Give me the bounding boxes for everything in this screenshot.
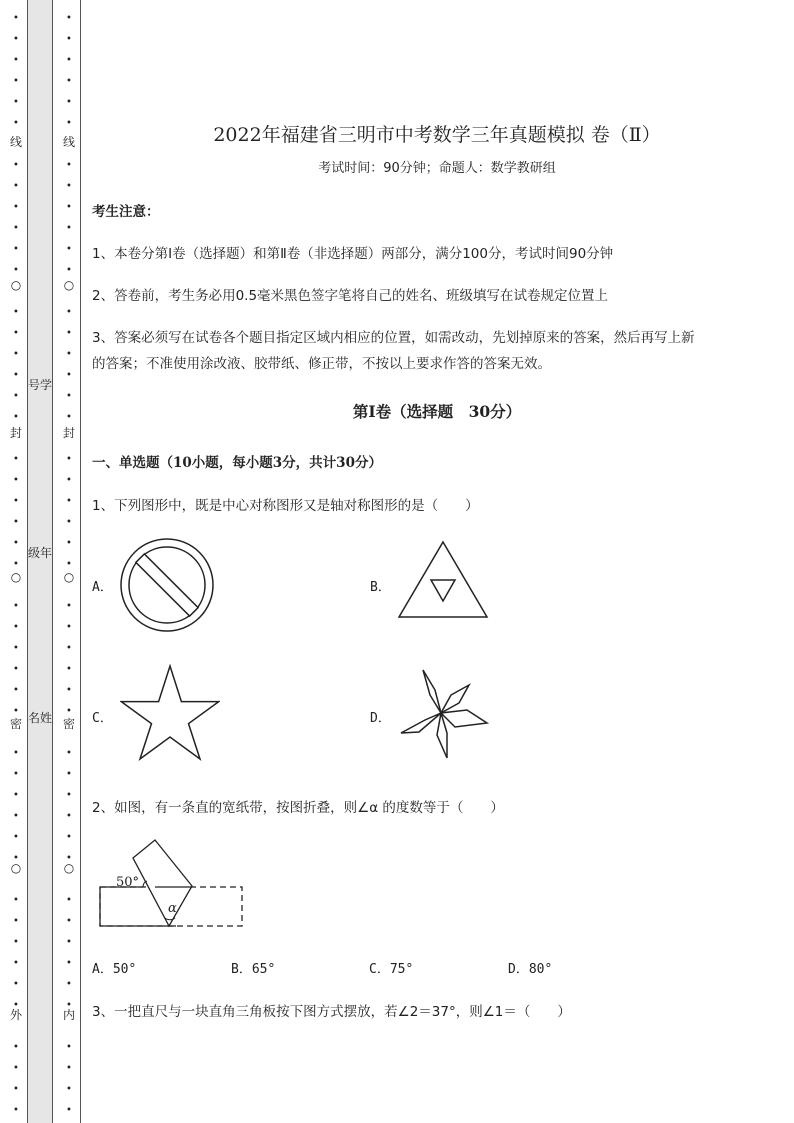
five-point-star-icon <box>120 664 220 762</box>
binding-dot: • <box>66 559 72 570</box>
binding-dot: • <box>66 454 72 465</box>
binding-dot: • <box>66 517 72 528</box>
binding-dot: • <box>66 1084 72 1095</box>
folded-strip-figure <box>98 838 246 930</box>
binding-dot: • <box>66 685 72 696</box>
binding-dot: • <box>66 13 72 24</box>
binding-dot: • <box>13 979 19 990</box>
binding-dot: • <box>66 55 72 66</box>
binding-marker: 封 <box>62 426 75 440</box>
binding-dot: • <box>13 370 19 381</box>
binding-marker: ○ <box>63 570 75 584</box>
binding-dot: • <box>13 1084 19 1095</box>
binding-dot: • <box>13 223 19 234</box>
binding-dot: • <box>13 643 19 654</box>
name-label: 名姓 <box>28 711 53 725</box>
binding-marker: 封 <box>9 426 22 440</box>
q2-option-d[interactable]: D．80° <box>508 962 553 977</box>
notice-item-2: 2、答卷前，考生务必用0.5毫米黑色签字笔将自己的姓名、班级填写在试卷规定位置上 <box>92 288 609 304</box>
binding-dot: • <box>66 853 72 864</box>
binding-dot: • <box>13 391 19 402</box>
binding-dot: • <box>13 685 19 696</box>
left-dot-column <box>9 0 23 1123</box>
binding-dot: • <box>13 244 19 255</box>
binding-dot: • <box>66 496 72 507</box>
binding-dot: • <box>13 769 19 780</box>
binding-dot: • <box>13 601 19 612</box>
binding-dot: • <box>66 601 72 612</box>
pinwheel-icon <box>397 665 489 761</box>
binding-dot: • <box>13 517 19 528</box>
binding-dot: • <box>13 622 19 633</box>
q1-option-b[interactable]: B． <box>370 580 391 595</box>
binding-dot: • <box>66 895 72 906</box>
binding-dot: • <box>13 664 19 675</box>
binding-dot: • <box>66 265 72 276</box>
binding-dot: • <box>13 706 19 717</box>
binding-dot: • <box>66 1105 72 1116</box>
page-title: 2022年福建省三明市中考数学三年真题模拟 卷（Ⅱ） <box>213 124 661 146</box>
student-number-label: 号学 <box>28 378 53 392</box>
binding-marker: ○ <box>10 278 22 292</box>
binding-dot: • <box>13 790 19 801</box>
binding-dot: • <box>66 1000 72 1011</box>
binding-dot: • <box>13 34 19 45</box>
grade-label: 级年 <box>28 546 53 560</box>
binding-dot: • <box>66 97 72 108</box>
binding-dot: • <box>66 1042 72 1053</box>
binding-dot: • <box>13 475 19 486</box>
binding-dot: • <box>13 559 19 570</box>
binding-dot: • <box>13 118 19 129</box>
binding-dot: • <box>13 958 19 969</box>
binding-dot: • <box>13 454 19 465</box>
binding-dot: • <box>13 349 19 360</box>
part-heading: 一、单选题（10小题，每小题3分，共计30分） <box>92 455 382 471</box>
binding-marker: 密 <box>9 717 22 731</box>
binding-dot: • <box>66 790 72 801</box>
binding-marker: 线 <box>9 135 22 149</box>
binding-dot: • <box>13 55 19 66</box>
binding-dot: • <box>66 328 72 339</box>
binding-dot: • <box>66 223 72 234</box>
binding-dot: • <box>13 181 19 192</box>
binding-dot: • <box>13 76 19 87</box>
binding-dot: • <box>66 34 72 45</box>
binding-marker: ○ <box>10 861 22 875</box>
binding-dot: • <box>13 748 19 759</box>
binding-marker: ○ <box>63 861 75 875</box>
binding-dot: • <box>13 916 19 927</box>
binding-line <box>80 0 81 1123</box>
binding-dot: • <box>13 307 19 318</box>
exam-subtitle: 考试时间：90分钟；命题人：数学教研组 <box>318 161 556 176</box>
binding-dot: • <box>13 538 19 549</box>
right-dot-column <box>62 0 76 1123</box>
binding-dot: • <box>66 349 72 360</box>
binding-dot: • <box>66 748 72 759</box>
question-2-stem: 2、如图，有一条直的宽纸带，按图折叠，则∠α 的度数等于（ ） <box>92 800 504 816</box>
section-title: 第Ⅰ卷（选择题 30分） <box>352 402 522 421</box>
binding-dot: • <box>13 97 19 108</box>
binding-dot: • <box>66 412 72 423</box>
binding-dot: • <box>66 160 72 171</box>
binding-dot: • <box>13 496 19 507</box>
binding-dot: • <box>66 958 72 969</box>
binding-dot: • <box>13 853 19 864</box>
binding-marker: ○ <box>63 278 75 292</box>
binding-dot: • <box>66 811 72 822</box>
binding-dot: • <box>13 1063 19 1074</box>
student-info-strip <box>27 0 53 1123</box>
binding-dot: • <box>66 769 72 780</box>
binding-dot: • <box>66 307 72 318</box>
binding-dot: • <box>66 1063 72 1074</box>
binding-dot: • <box>13 265 19 276</box>
angle-50-label: 50° <box>116 875 140 890</box>
binding-dot: • <box>66 475 72 486</box>
binding-dot: • <box>66 832 72 843</box>
binding-dot: • <box>13 328 19 339</box>
binding-marker: 线 <box>62 135 75 149</box>
binding-dot: • <box>66 370 72 381</box>
binding-dot: • <box>13 832 19 843</box>
binding-margin <box>0 0 82 1123</box>
binding-dot: • <box>13 160 19 171</box>
q1-option-c[interactable]: C． <box>92 711 113 726</box>
binding-dot: • <box>66 916 72 927</box>
notice-item-1: 1、本卷分第Ⅰ卷（选择题）和第Ⅱ卷（非选择题）两部分，满分100分，考试时间90分钟 <box>92 246 614 262</box>
binding-dot: • <box>66 706 72 717</box>
q1-option-d[interactable]: D． <box>370 711 391 726</box>
binding-marker: 内 <box>62 1008 75 1022</box>
binding-dot: • <box>13 13 19 24</box>
notice-heading: 考生注意： <box>92 204 160 220</box>
binding-dot: • <box>13 1042 19 1053</box>
binding-dot: • <box>13 895 19 906</box>
binding-marker: 密 <box>62 717 75 731</box>
question-1-stem: 1、下列图形中，既是中心对称图形又是轴对称图形的是（ ） <box>92 498 479 514</box>
binding-dot: • <box>13 937 19 948</box>
q2-option-c[interactable]: C．75° <box>369 962 414 977</box>
binding-marker: 外 <box>9 1008 22 1022</box>
binding-dot: • <box>66 937 72 948</box>
q2-option-b[interactable]: B．65° <box>231 962 276 977</box>
binding-dot: • <box>13 811 19 822</box>
binding-dot: • <box>13 1000 19 1011</box>
triangle-with-inner-triangle-icon <box>397 540 489 620</box>
binding-dot: • <box>66 664 72 675</box>
binding-dot: • <box>66 76 72 87</box>
binding-dot: • <box>66 538 72 549</box>
notice-item-3: 3、答案必须写在试卷各个题目指定区域内相应的位置，如需改动，先划掉原来的答案，然后再写上新 <box>92 330 695 346</box>
prohibited-sign-icon <box>119 537 215 633</box>
binding-dot: • <box>66 202 72 213</box>
binding-dot: • <box>66 979 72 990</box>
alpha-label: α <box>168 901 177 916</box>
binding-dot: • <box>66 391 72 402</box>
q1-option-a[interactable]: A． <box>92 580 113 595</box>
binding-marker: ○ <box>10 570 22 584</box>
notice-item-3-cont: 的答案；不准使用涂改液、胶带纸、修正带，不按以上要求作答的答案无效。 <box>92 356 551 372</box>
binding-dot: • <box>13 412 19 423</box>
binding-dot: • <box>66 181 72 192</box>
binding-dot: • <box>13 1105 19 1116</box>
binding-dot: • <box>13 202 19 213</box>
question-3-stem: 3、一把直尺与一块直角三角板按下图方式摆放，若∠2＝37°，则∠1＝（ ） <box>92 1004 571 1020</box>
binding-dot: • <box>66 643 72 654</box>
binding-dot: • <box>66 622 72 633</box>
binding-dot: • <box>66 118 72 129</box>
binding-dot: • <box>66 244 72 255</box>
q2-option-a[interactable]: A．50° <box>92 962 137 977</box>
